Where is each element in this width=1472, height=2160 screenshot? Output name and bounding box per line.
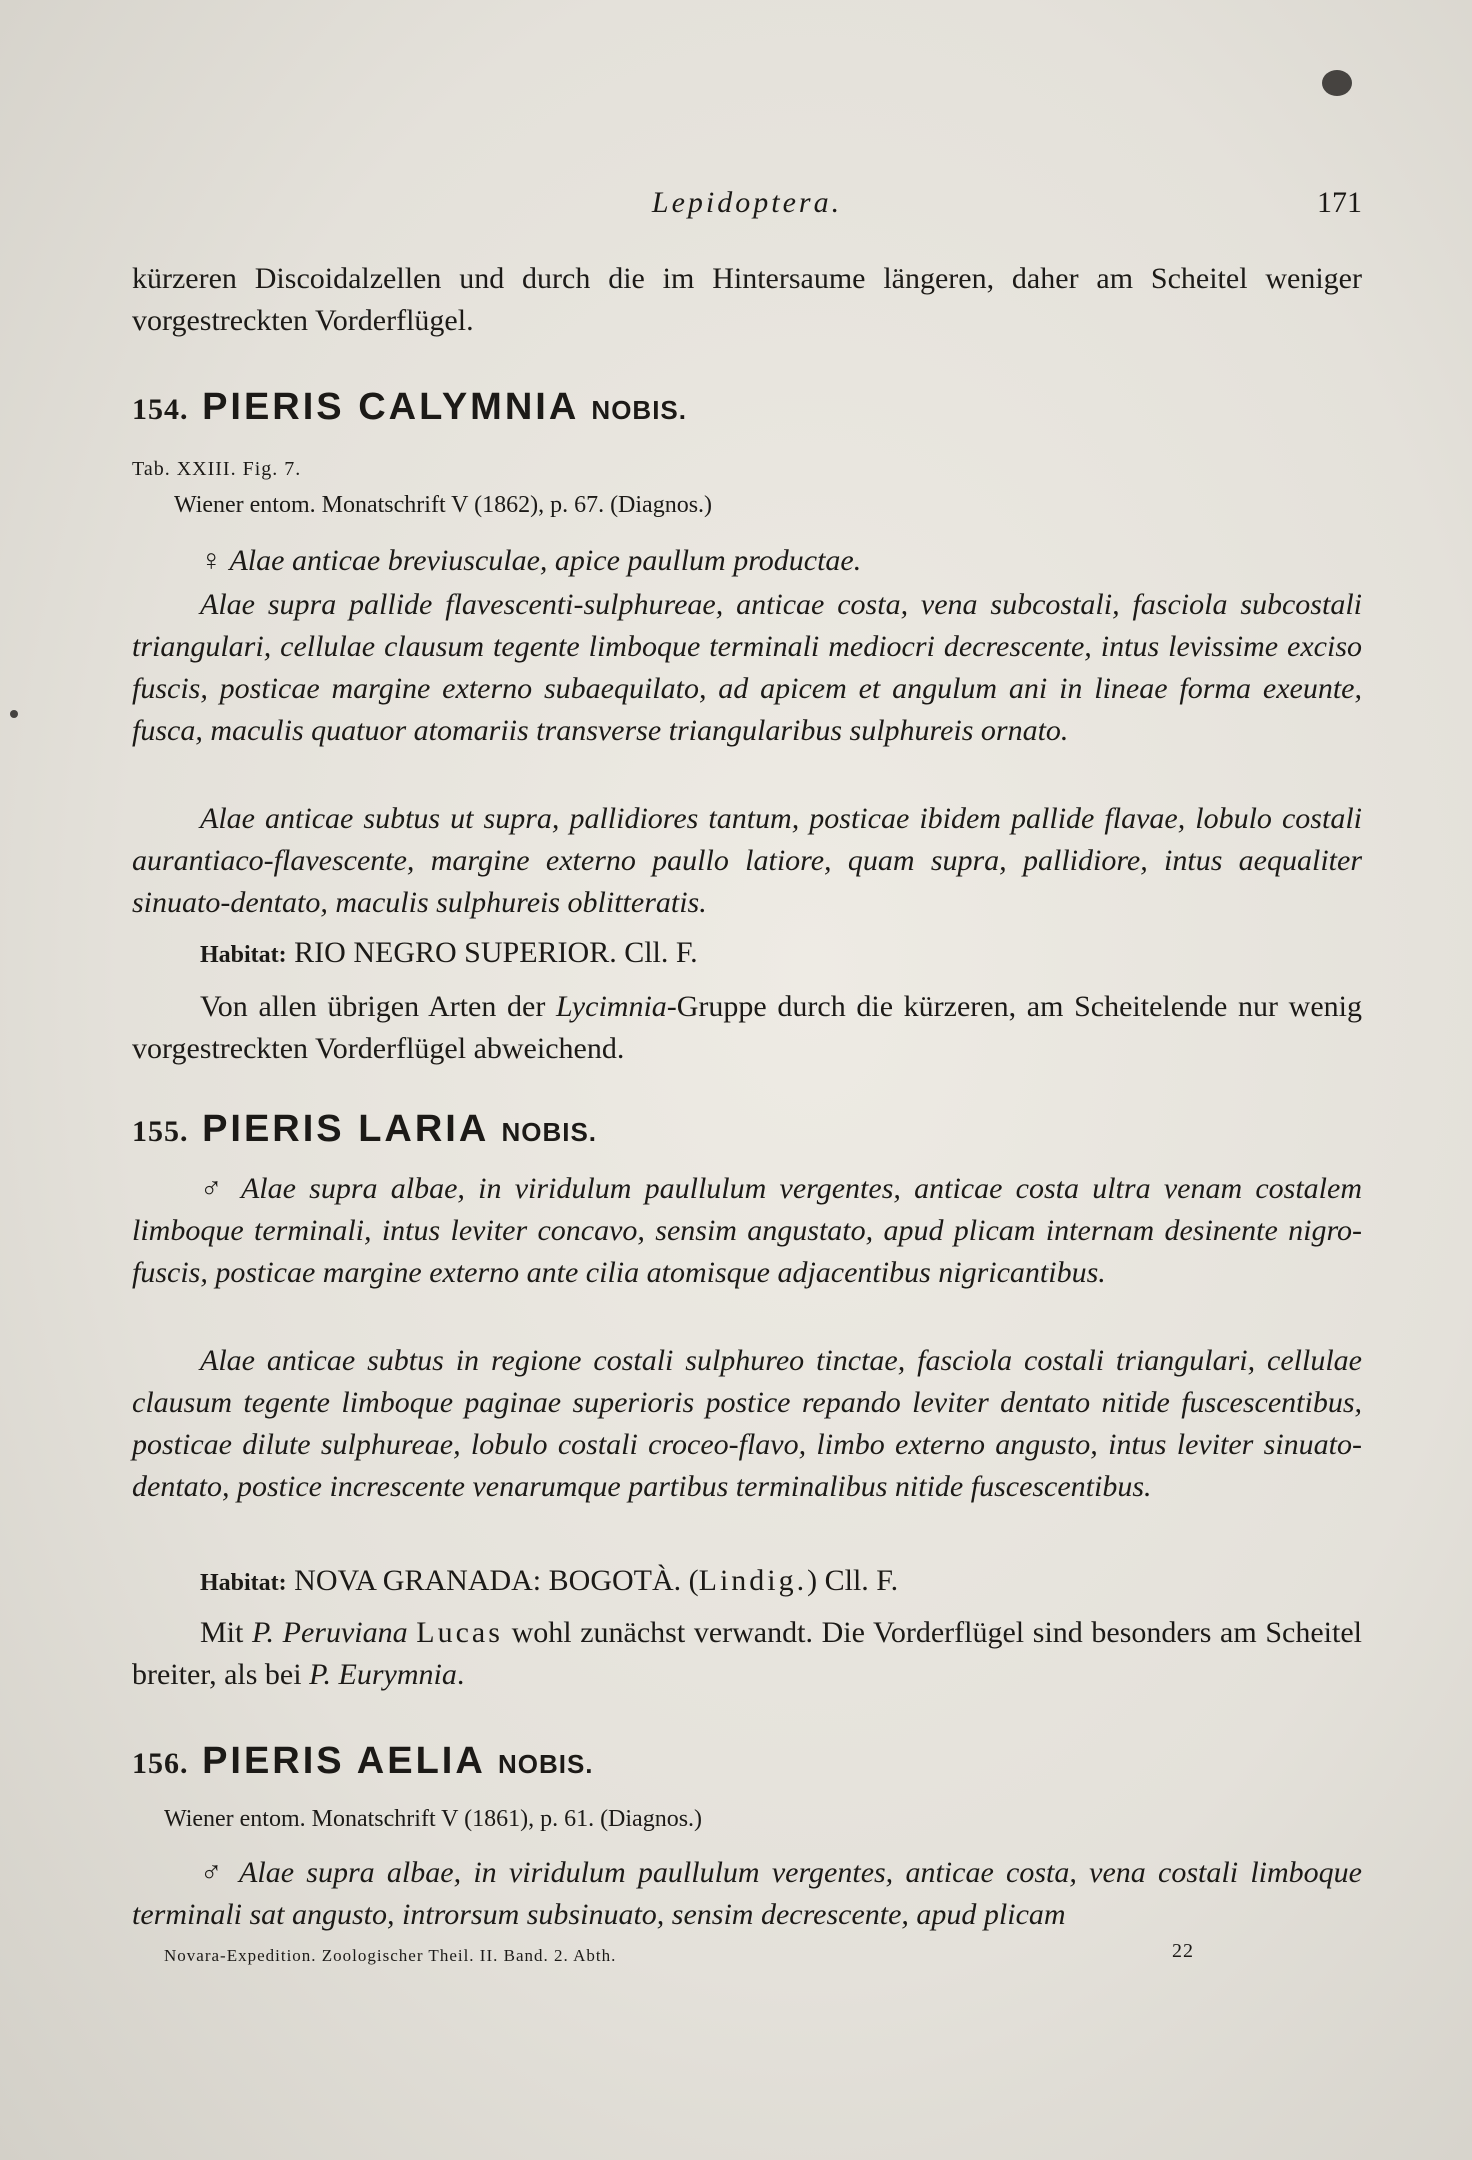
running-title: Lepidoptera. — [651, 186, 843, 219]
literature-reference: Wiener entom. Monatschrift V (1861), p. 61. (Diagnos.) — [164, 1806, 703, 1832]
latin-description: Alae anticae subtus in regione costali sulphureo tinctae, fasciola costali triangulari, cellulae clausum tegente limboque paginae superioris postice repando leviter dentato nitide fuscescentibus, posticae dilute sulphureae, lobulo costali croceo-flavo, limbo externo angusto, intus leviter sinuato-dentato, postice increscente venarumque partibus terminalibus nitide fuscescentibus. — [132, 1344, 1362, 1503]
species-author: NOBIS. — [501, 1117, 598, 1147]
intro-paragraph: kürzeren Discoidalzellen und durch die im Hintersaume längeren, daher am Scheitel weniger vorgestreckten Vorderflügel. — [132, 262, 1362, 337]
female-symbol: ♀ — [200, 544, 223, 577]
species-heading-154 — [132, 386, 1362, 431]
species-author: NOBIS. — [591, 395, 687, 425]
species-name: PIERIS AELIA — [202, 1740, 485, 1782]
species-author: NOBIS. — [497, 1749, 594, 1779]
species-name: PIERIS LARIA — [202, 1108, 488, 1150]
latin-description: ♀ Alae anticae breviusculae, apice paullum productae. — [200, 544, 862, 577]
habitat-line: Habitat: NOVA GRANADA: BOGOTÀ. (Lindig.) Cll. F. — [200, 1564, 899, 1597]
publication-line: Novara-Expedition. Zoologischer Theil. II. Band. 2. Abth. — [164, 1946, 617, 1965]
species-heading-156 — [132, 1740, 1362, 1785]
latin-description: Alae supra pallide flavescenti-sulphureae, anticae costa, vena subcostali, fasciola subcostali triangulari, cellulae clausum tegente limboque terminali mediocri decrescente, intus levissime exciso fuscis, posticae margine externo subaequilato, ad apicem et angulum ani in lineae forma exeunte, fusca, maculis quatuor atomariis transverse triangularibus sulphureis ornato. — [132, 588, 1362, 747]
habitat-line: Habitat: RIO NEGRO SUPERIOR. Cll. F. — [200, 936, 698, 969]
species-number: 156. — [132, 1747, 189, 1780]
remark-paragraph: Von allen übrigen Arten der Lycimnia-Gruppe durch die kürzeren, am Scheitelende nur wenig vorgestreckten Vorderflügel abweichend. — [132, 990, 1362, 1065]
page-footer — [132, 1940, 1362, 1966]
species-number: 154. — [132, 393, 189, 426]
page-header — [132, 186, 1362, 226]
species-heading-155 — [132, 1108, 1362, 1153]
species-number: 155. — [132, 1115, 189, 1148]
literature-reference: Wiener entom. Monatschrift V (1862), p. 67. (Diagnos.) — [174, 492, 713, 518]
signature-mark: 22 — [1172, 1940, 1194, 1962]
remark-paragraph: Mit P. Peruviana Lucas wohl zunächst verwandt. Die Vorderflügel sind besonders am Scheitel breiter, als bei P. Eurymnia. — [132, 1616, 1362, 1691]
ink-spot — [10, 710, 18, 718]
page-number: 171 — [1317, 186, 1362, 219]
plate-reference: Tab. XXIII. Fig. 7. — [132, 458, 302, 480]
latin-description: ♂ Alae supra albae, in viridulum paullulum vergentes, anticae costa, vena costali limboque terminali sat angusto, introrsum subsinuato, sensim decrescente, apud plicam — [132, 1856, 1362, 1931]
male-symbol: ♂ — [200, 1172, 229, 1205]
latin-description: ♂ Alae supra albae, in viridulum paullulum vergentes, anticae costa ultra venam costalem limboque terminali, intus leviter concavo, sensim angustato, apud plicam internam desinente nigro-fuscis, posticae margine externo ante cilia atomisque adjacentibus nigricantibus. — [132, 1172, 1362, 1289]
species-name: PIERIS CALYMNIA — [202, 386, 578, 428]
male-symbol: ♂ — [200, 1856, 228, 1889]
ink-spot — [1322, 70, 1352, 96]
latin-description: Alae anticae subtus ut supra, pallidiores tantum, posticae ibidem pallide flavae, lobulo costali aurantiaco-flavescente, margine externo paullo latiore, quam supra, pallidiore, intus aequaliter sinuato-dentato, maculis sulphureis oblitteratis. — [132, 802, 1362, 919]
